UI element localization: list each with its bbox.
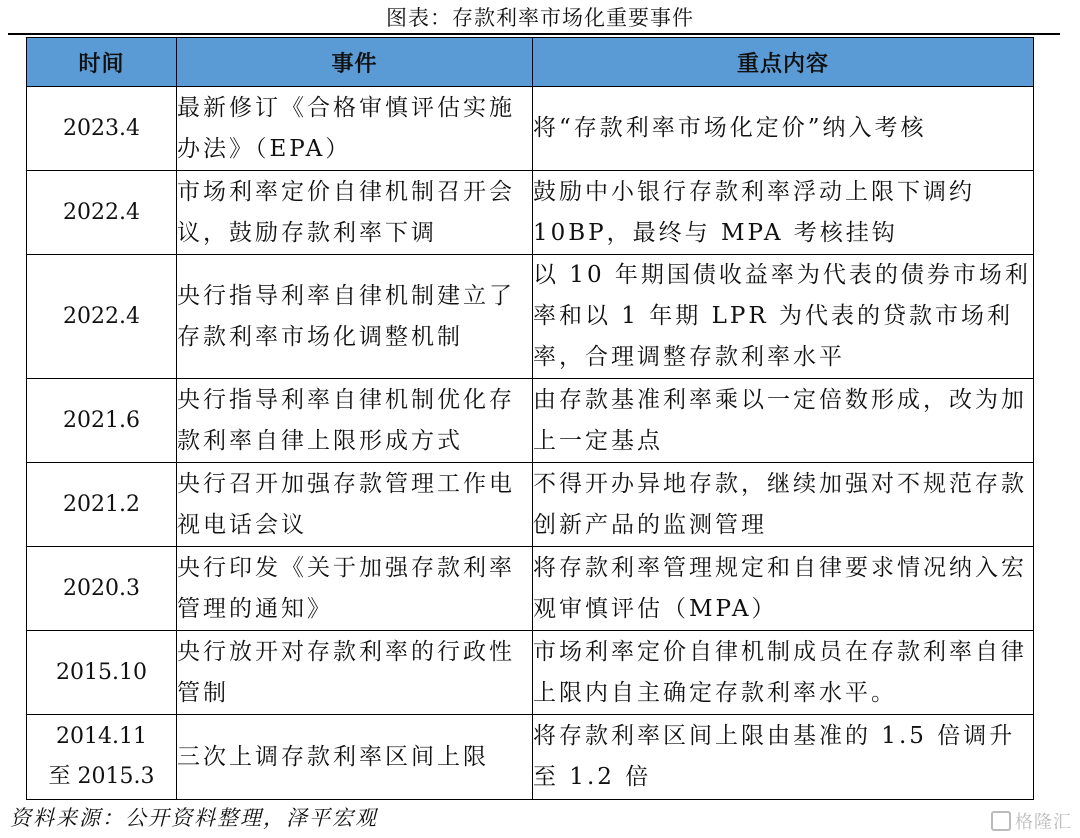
content-cell: 不得开办异地存款，继续加强对不规范存款创新产品的监测管理 (533, 463, 1034, 547)
table-row (27, 547, 1034, 631)
event-cell: 央行放开对存款利率的行政性管制 (177, 631, 533, 715)
date-cell: 2022.4 (27, 171, 177, 255)
date-cell: 2022.4 (27, 255, 177, 379)
watermark-text: 格隆汇 (1015, 812, 1072, 833)
table-title: 图表：存款利率市场化重要事件 (386, 6, 694, 30)
date-cell: 2021.6 (27, 379, 177, 463)
content-cell: 将“存款利率市场化定价”纳入考核 (533, 87, 1034, 171)
table-row (27, 715, 1034, 800)
table-row (27, 631, 1034, 715)
event-cell: 央行印发《关于加强存款利率管理的通知》 (177, 547, 533, 631)
top-rule (8, 33, 1060, 35)
content-cell: 以 10 年期国债收益率为代表的债券市场利率和以 1 年期 LPR 为代表的贷款市场利率，合理调整存款利率水平 (533, 255, 1034, 379)
content-cell: 鼓励中小银行存款利率浮动上限下调约 10BP，最终与 MPA 考核挂钩 (533, 171, 1034, 255)
date-cell: 2020.3 (27, 547, 177, 631)
table-row (27, 87, 1034, 171)
events-table (26, 37, 1034, 800)
header-event: 事件 (177, 38, 533, 87)
date-cell: 2015.10 (27, 631, 177, 715)
content-cell: 将存款利率区间上限由基准的 1.5 倍调升至 1.2 倍 (533, 715, 1034, 800)
event-cell: 央行召开加强存款管理工作电视电话会议 (177, 463, 533, 547)
event-cell: 最新修订《合格审慎评估实施办法》（EPA） (177, 87, 533, 171)
event-cell: 三次上调存款利率区间上限 (177, 715, 533, 800)
event-cell: 央行指导利率自律机制建立了存款利率市场化调整机制 (177, 255, 533, 379)
table-row (27, 463, 1034, 547)
content-cell: 由存款基准利率乘以一定倍数形成，改为加上一定基点 (533, 379, 1034, 463)
date-cell: 2023.4 (27, 87, 177, 171)
source-note: 资料来源：公开资料整理，泽平宏观 (10, 806, 378, 830)
content-cell: 将存款利率管理规定和自律要求情况纳入宏观审慎评估（MPA） (533, 547, 1034, 631)
event-cell: 市场利率定价自律机制召开会议，鼓励存款利率下调 (177, 171, 533, 255)
table-row (27, 171, 1034, 255)
watermark (991, 808, 1072, 834)
content-cell: 市场利率定价自律机制成员在存款利率自律上限内自主确定存款利率水平。 (533, 631, 1034, 715)
table-row (27, 379, 1034, 463)
watermark-logo-icon (991, 811, 1011, 831)
event-cell: 央行指导利率自律机制优化存款利率自律上限形成方式 (177, 379, 533, 463)
date-cell: 2014.11 至 2015.3 (27, 715, 177, 800)
header-row (27, 38, 1034, 87)
header-date: 时间 (27, 38, 177, 87)
table-row (27, 255, 1034, 379)
header-content: 重点内容 (533, 38, 1034, 87)
date-cell: 2021.2 (27, 463, 177, 547)
